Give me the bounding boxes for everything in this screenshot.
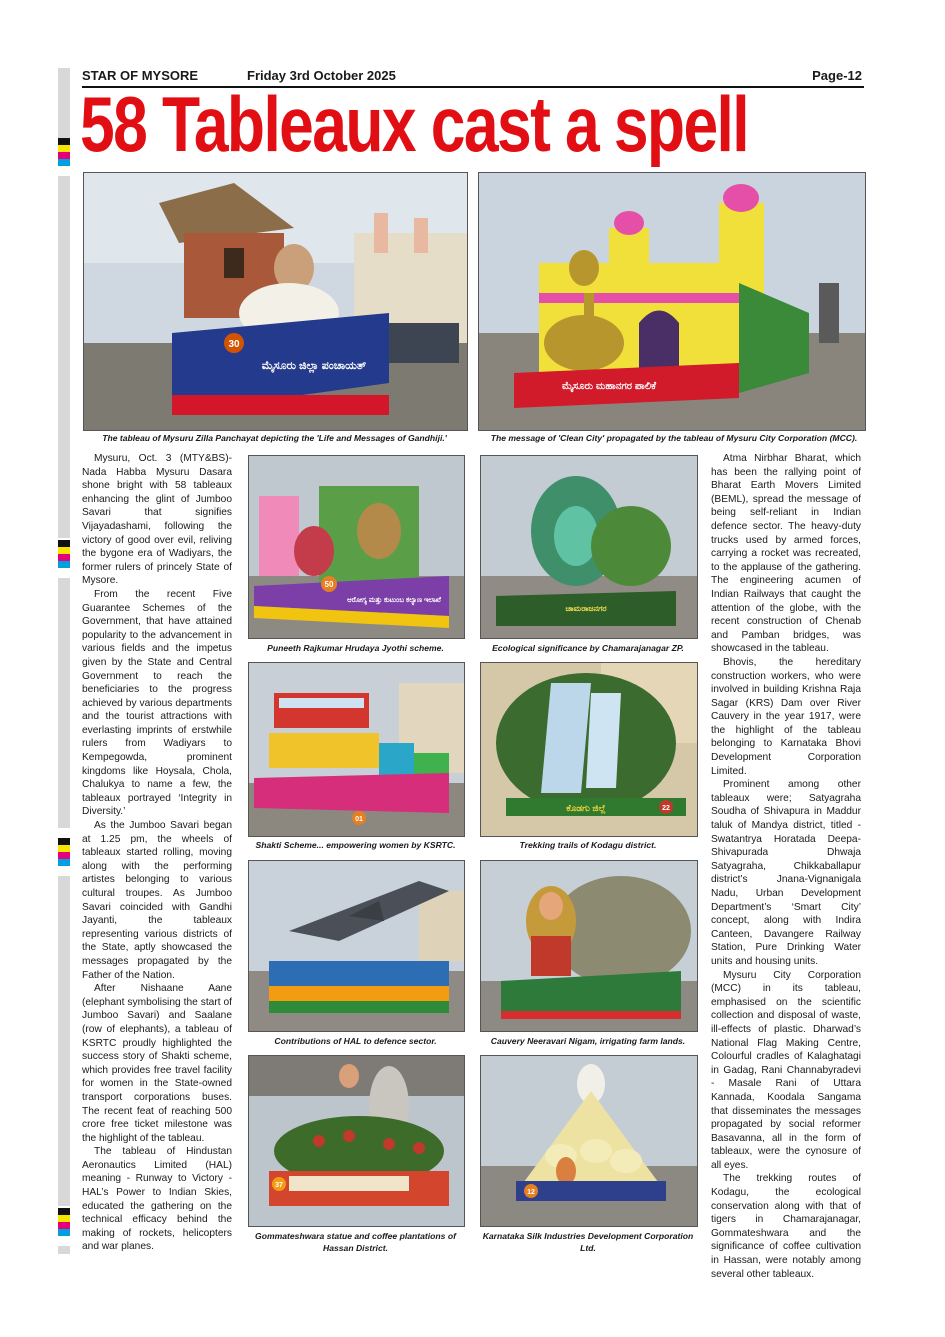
photo-gandhi-tableau xyxy=(83,172,468,431)
photo-caption: The tableau of Mysuru Zilla Panchayat depicting the 'Life and Messages of Gandhiji.' xyxy=(102,433,447,443)
article-paragraph: Atma Nirbhar Bharat, which has been the rallying point of Bharat Earth Movers Limited (BEML), spread the message of being self-reliant in Indian defence sector. The heavy-duty trucks used by armed forces, carrying a rocket was recreated, to the applause of the gathering. The engineering acumen of Indian Railways that caught the attention of the globe, with the recent construction of Chenab and Pamban bridges, was showcased in the tableau. xyxy=(711,453,861,655)
photo-chamarajanagar-tableau xyxy=(480,455,698,639)
article-paragraph: From the recent Five Guarantee Schemes of the Government, that have attained popularity to the advancement in various fields and the impetus given by the State and Central Government to reach the beneficiaries to the progress achieved by various departments and the tourist attractions with everlasting imprints of erstwhile rulers from Wadiyars to Kempegowda, prominent kingdoms like Hoysala, Chola, Chalukya to name a few, the tableaux portrayed ‘Integrity in Diversity.’ xyxy=(82,588,232,818)
photo-caption: Karnataka Silk Industries Development Corporation Ltd. xyxy=(482,1231,694,1253)
article-paragraph: As the Jumboo Savari began at 1.25 pm, the wheels of tableaux started rolling, moving along with the performing artistes belonging to various cultural troupes. As Jumboo Savari coincided with Gandhi Jayanti, the tableaux representing various districts of the State, aptly showcased the messages propagated by the Father of the Nation. xyxy=(82,820,232,981)
tableau-banner: ಮೈಸೂರು ಜಿಲ್ಲಾ ಪಂಚಾಯತ್ xyxy=(261,360,367,372)
tableau-banner: ಚಾಮರಾಜನಗರ xyxy=(565,604,607,613)
tableau-banner: ಕೊಡಗು ಜಿಲ್ಲೆ xyxy=(566,803,606,813)
article-paragraph: Mysuru City Corporation (MCC) in its tableau, emphasised on the scientific collection and disposal of waste, ill-effects of plastic. Dharwad’s National Flag Making Centre, Colourful cradles of Kalaghatagi in Gadag, Rani Channabyradevi - Masale Rani of Uttara Kannada, Koodala Sangama that disseminates the messages propagated by social reformer Basavanna, all in the form of tableaux, were the cynosure of all eyes. xyxy=(711,969,861,1171)
tableau-badge: 01 xyxy=(355,816,363,823)
photo-puneeth-tableau xyxy=(248,455,465,639)
article-paragraph: After Nishaane Aane (elephant symbolising the start of Jumboo Savari) and Saalane (row of elephants), a tableau of KSRTC proudly highlighted the success story of Shakti scheme, which provides free travel facility for women in the State-owned transport corporations buses. The recent feat of reaching 500 crore free ticket milestone was the highlight of the tableau. xyxy=(82,983,232,1144)
registration-marks xyxy=(58,540,70,568)
registration-marks xyxy=(58,1208,70,1236)
tableau-banner: ಆರೋಗ್ಯ ಮತ್ತು ಕುಟುಂಬ ಕಲ್ಯಾಣ ಇಲಾಖೆ xyxy=(347,597,441,604)
article-paragraph: The trekking routes of Kodagu, the ecological conservation along with that of tigers in Chamarajanagar, Gommateshwara and the significance of coffee cultivation in Hassan, were notably among several other tableaux. xyxy=(711,1173,861,1280)
margin-bar xyxy=(58,176,70,538)
newspaper-name: STAR OF MYSORE xyxy=(82,68,199,83)
tableau-banner: ಮೈಸೂರು ಮಹಾನಗರ ಪಾಲಿಕೆ xyxy=(561,381,657,392)
photo-caption: The message of 'Clean City' propagated by the tableau of Mysuru City Corporation (MCC). xyxy=(490,433,858,443)
photo-caption: Trekking trails of Kodagu district. xyxy=(519,840,657,850)
margin-bar-top xyxy=(58,68,70,138)
photo-caption: Ecological significance by Chamarajanagar ZP. xyxy=(492,643,684,653)
photo-caption: Cauvery Neeravari Nigam, irrigating farm lands. xyxy=(490,1036,686,1046)
article-column-right xyxy=(711,452,861,1281)
photo-cauvery-tableau xyxy=(480,860,698,1032)
photo-caption: Puneeth Rajkumar Hrudaya Jyothi scheme. xyxy=(267,643,444,653)
article-column-left xyxy=(82,452,232,1254)
photo-silk-tableau xyxy=(480,1055,698,1227)
page-number: Page-12 xyxy=(812,68,862,83)
article-paragraph: Prominent among other tableaux were; Satyagraha Soudha of Shivapura in Maddur taluk of Mandya district, titled - Swatantrya Horatada Deepa-Shivapurada Dhwaja Satyagraha, Chikkaballapur district’s Jnana-Vignanigala Nadu, Urban Development Department’s ‘Smart City’ concept, along with Indira Canteen, Davangere Railway Station, Pure Drinking Water units and housing units. xyxy=(711,779,861,967)
photo-caption: Gommateshwara statue and coffee plantations of Hassan District. xyxy=(255,1231,456,1253)
margin-bar-bottom xyxy=(58,1246,70,1254)
article-paragraph: Bhovis, the hereditary construction workers, who were involved in building Krishna Raja Sagar (KRS) Dam over River Cauvery in the year 1917, were the highlight of the tableau belonging to Karnataka Bhovi Development Corporation Limited. xyxy=(711,656,861,777)
registration-marks xyxy=(58,138,70,166)
margin-bar xyxy=(58,578,70,828)
article-paragraph: Mysuru, Oct. 3 (MTY&BS)- Nada Habba Mysuru Dasara shone bright with 58 tableaux enhancing the glint of Jumboo Savari that signifies Vijayadashami, following the victory of good over evil, reliving the bygone era of Wadiyars, the former rulers of princely State of Mysore. xyxy=(82,453,232,587)
issue-date: Friday 3rd October 2025 xyxy=(247,68,396,83)
photo-kodagu-tableau xyxy=(480,662,698,837)
article-paragraph: The tableau of Hindustan Aeronautics Limited (HAL) meaning - Runway to Victory - HAL’s Power to Indian Skies, educated the gathering on the technical efficacy behind the making of rockets, helicopters and war planes. xyxy=(82,1146,232,1253)
photo-hassan-tableau xyxy=(248,1055,465,1227)
registration-marks xyxy=(58,838,70,866)
tableau-badge: 12 xyxy=(527,1189,535,1196)
margin-bar xyxy=(58,876,70,1206)
photo-caption: Shakti Scheme... empowering women by KSRTC. xyxy=(255,840,456,850)
photo-clean-city-tableau xyxy=(478,172,866,431)
headline: 58 Tableaux cast a spell xyxy=(80,80,749,168)
tableau-badge: 50 xyxy=(324,580,334,589)
tableau-badge: 22 xyxy=(662,805,670,812)
photo-ksrtc-tableau xyxy=(248,662,465,837)
tableau-badge: 30 xyxy=(228,339,240,350)
tableau-badge: 37 xyxy=(275,1182,283,1189)
photo-caption: Contributions of HAL to defence sector. xyxy=(274,1036,437,1046)
photo-hal-tableau xyxy=(248,860,465,1032)
